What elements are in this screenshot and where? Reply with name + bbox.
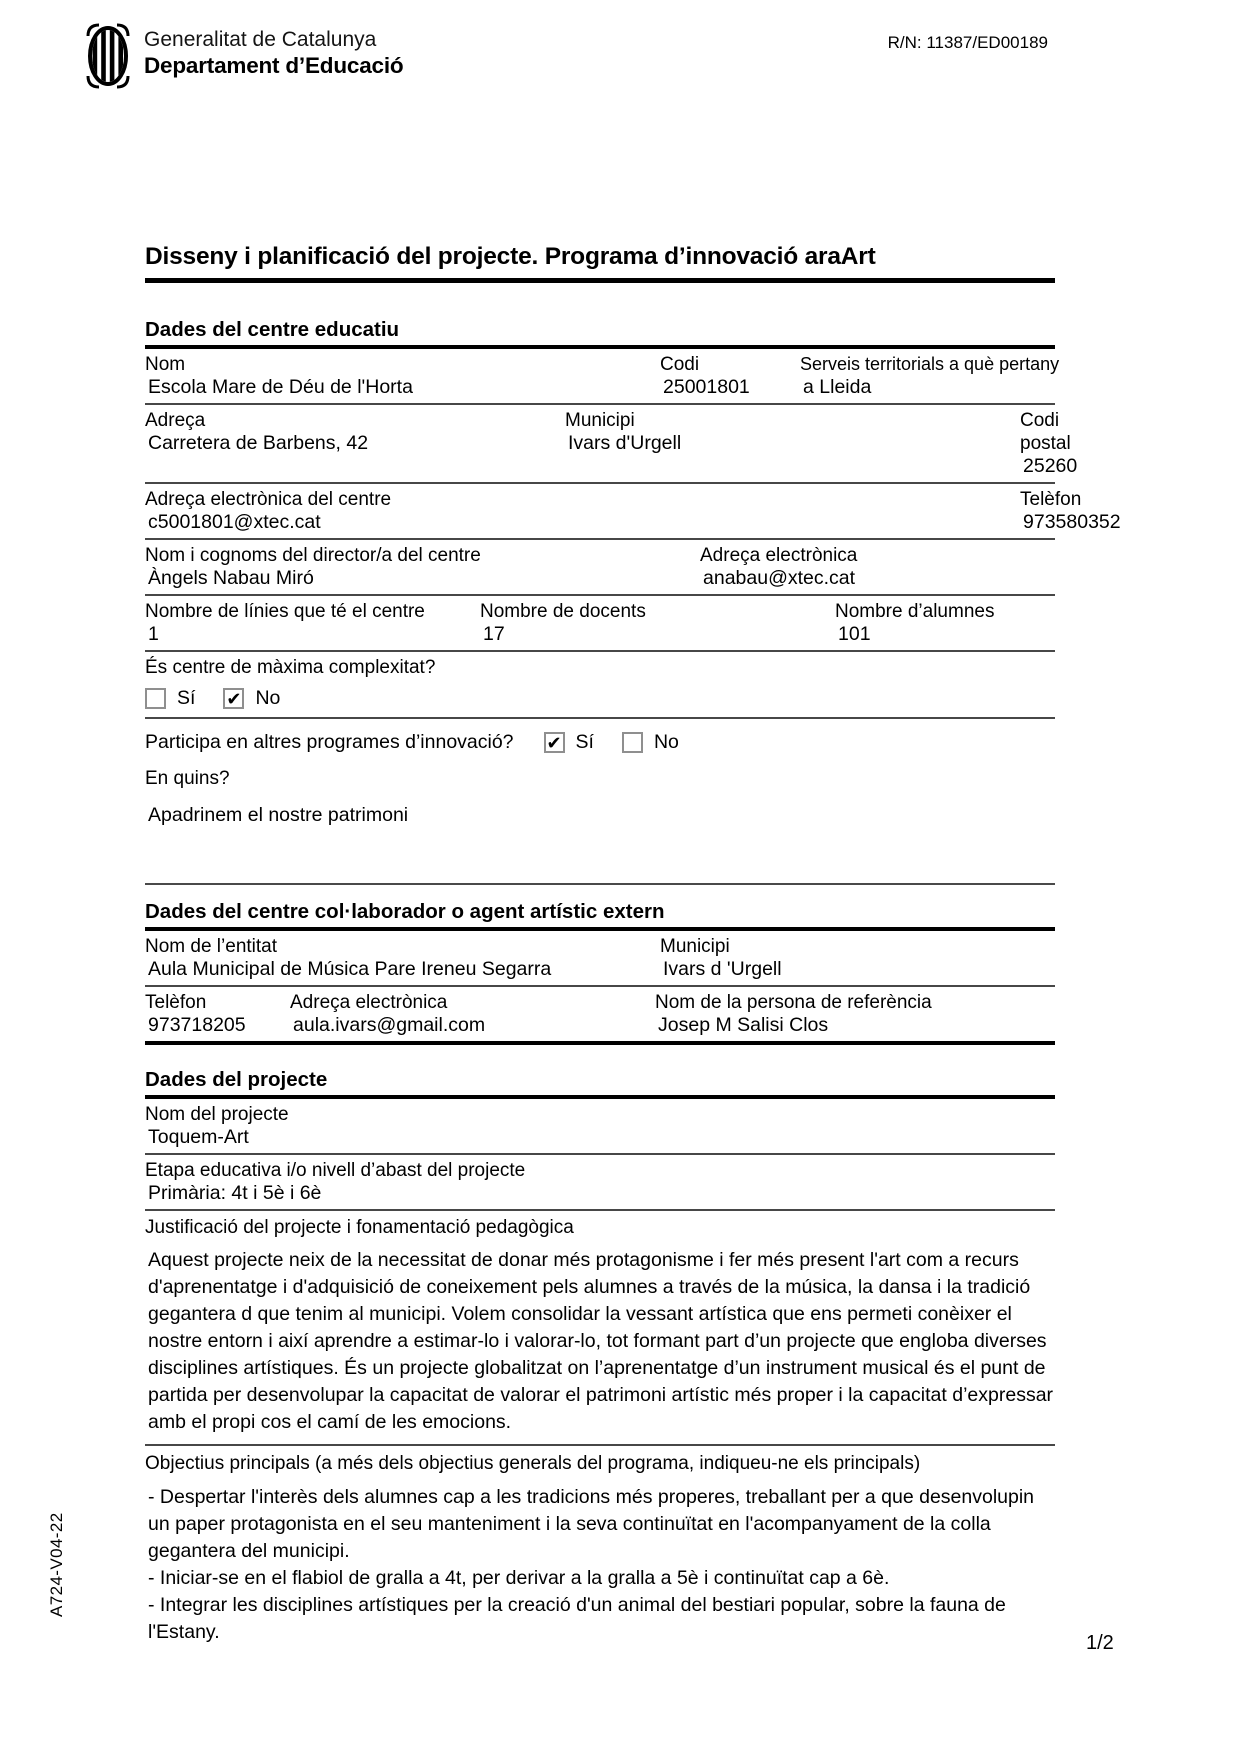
centre-adreca-label: Adreça	[145, 410, 206, 431]
objectiu-item[interactable]: - Despertar l'interès dels alumnes cap a les tradicions més properes, treballant per a que desenvolupin un paper protagonista en el seu manteniment i la seva continuïtat en l'acompanyament de la colla gegantera del municipi.	[148, 1486, 1035, 1562]
alumnes-label: Nombre d’alumnes	[835, 601, 995, 622]
page-title: Disseny i planificació del projecte. Programa d’innovació araArt	[145, 243, 1055, 283]
participa-options	[544, 731, 679, 754]
centre-telefon-value[interactable]: 973580352	[1023, 511, 1121, 533]
centre-municipi-label: Municipi	[565, 410, 635, 431]
centre-telefon-label: Telèfon	[1020, 489, 1082, 510]
linies-value[interactable]: 1	[148, 623, 159, 645]
director-nom-value[interactable]: Àngels Nabau Miró	[148, 567, 314, 589]
row-director	[145, 540, 1055, 596]
centre-municipi-value[interactable]: Ivars d'Urgell	[568, 432, 682, 454]
complexitat-option-no	[223, 687, 280, 710]
participa-option-no	[622, 731, 679, 754]
colaborador-email-value[interactable]: aula.ivars@gmail.com	[293, 1014, 486, 1036]
form-code: A724-V04-22	[47, 1512, 66, 1617]
director-email-value[interactable]: anabau@xtec.cat	[703, 567, 856, 589]
centre-codi-postal-label: Codi postal	[1020, 410, 1071, 454]
docents-value[interactable]: 17	[483, 623, 505, 645]
justificacio-text[interactable]: Aquest projecte neix de la necessitat de donar més protagonisme i fer més present l'art com a recurs d'aprenentatge i d'adquisició de coneixement pels alumnes a través de la música, la dansa i la tradició gegantera d que tenim al municipi. Volem consolidar la vessant artística que ens permeti conèixer el nostre entorn i així aprendre a estimar-lo i valorar-lo, tot formant part d’un projecte que engloba diverses disciplines artístiques. És un projecte globalitzat on l’aprenentatge d’un instrument musical és el punt de partida per desenvolupar la capacitat de valorar el patrimoni artístic més proper i la capacitat d’expressar amb el propi cos el camí de les emocions.	[148, 1249, 1054, 1433]
org-text	[144, 22, 403, 79]
objectius-list	[145, 1484, 1055, 1646]
projecte-nom-label: Nom del projecte	[145, 1104, 289, 1125]
en-quins-label: En quins?	[145, 768, 230, 789]
centre-serveis-label: Serveis territorials a què pertany	[800, 354, 1060, 374]
en-quins-value[interactable]: Apadrinem el nostre patrimoni	[148, 804, 409, 826]
section-centre-heading: Dades del centre educatiu	[145, 317, 1055, 349]
header-brand	[85, 22, 403, 95]
row-adreca-municipi-cp	[145, 405, 1078, 484]
complexitat-option-si	[145, 687, 195, 710]
row-entitat-municipi	[145, 931, 1055, 987]
centre-codi-postal-value[interactable]: 25260	[1023, 455, 1078, 477]
participa-option-si	[544, 731, 594, 754]
section-centre-educatiu	[145, 317, 1121, 827]
director-email-label: Adreça electrònica	[700, 545, 858, 566]
objectiu-item[interactable]: - Integrar les disciplines artístiques per la creació d'un animal del bestiari popular, sobre la fauna de l'Estany.	[148, 1594, 1006, 1643]
complexitat-no-label: No	[255, 687, 281, 709]
section-projecte-heading: Dades del projecte	[145, 1067, 1055, 1099]
centre-serveis-value[interactable]: a Lleida	[803, 376, 872, 398]
section-colaborador	[145, 899, 1055, 1045]
colaborador-email-label: Adreça electrònica	[290, 992, 448, 1013]
complexitat-question: És centre de màxima complexitat?	[145, 657, 436, 678]
docents-label: Nombre de docents	[480, 601, 646, 622]
row-nom-projecte	[145, 1099, 1055, 1155]
generalitat-senyera-icon	[85, 22, 131, 95]
referencia-label: Nom de la persona de referència	[655, 992, 932, 1013]
director-nom-label: Nom i cognoms del director/a del centre	[145, 545, 481, 566]
linies-label: Nombre de línies que té el centre	[145, 601, 425, 622]
complexitat-question-block	[145, 652, 1055, 719]
participa-si-label: Sí	[575, 731, 594, 753]
centre-email-label: Adreça electrònica del centre	[145, 489, 392, 510]
etapa-label: Etapa educativa i/o nivell d’abast del projecte	[145, 1160, 526, 1181]
centre-nom-value[interactable]: Escola Mare de Déu de l'Horta	[148, 376, 413, 398]
complexitat-si-label: Sí	[177, 687, 196, 709]
section-divider	[145, 883, 1055, 885]
row-email-telefon	[145, 484, 1121, 540]
row-telefon-email-referencia	[145, 987, 1055, 1045]
entitat-label: Nom de l’entitat	[145, 936, 278, 957]
participa-si-checkbox[interactable]: ✔	[544, 732, 565, 753]
page-number: 1/2	[1086, 1632, 1114, 1654]
section-colaborador-heading: Dades del centre col·laborador o agent artístic extern	[145, 899, 1055, 931]
centre-codi-label: Codi	[660, 354, 700, 375]
centre-codi-value[interactable]: 25001801	[663, 376, 750, 398]
row-nombres	[145, 596, 1055, 652]
etapa-value[interactable]: Primària: 4t i 5è i 6è	[148, 1182, 322, 1204]
participa-no-label: No	[653, 731, 679, 753]
centre-adreca-value[interactable]: Carretera de Barbens, 42	[148, 432, 369, 454]
objectiu-item[interactable]: - Iniciar-se en el flabiol de gralla a 4t, per derivar a la gralla a 5è i continuïtat cap a 6è.	[148, 1567, 890, 1589]
participa-question: Participa en altres programes d’innovació?	[145, 731, 514, 753]
colaborador-municipi-label: Municipi	[660, 936, 730, 957]
org-name: Generalitat de Catalunya	[144, 28, 377, 51]
referencia-value[interactable]: Josep M Salisi Clos	[658, 1014, 829, 1036]
colaborador-municipi-value[interactable]: Ivars d 'Urgell	[663, 958, 782, 980]
complexitat-si-checkbox[interactable]	[145, 688, 166, 709]
org-department: Departament d’Educació	[144, 53, 404, 78]
colaborador-telefon-label: Telèfon	[145, 992, 207, 1013]
alumnes-value[interactable]: 101	[838, 623, 871, 645]
projecte-nom-value[interactable]: Toquem-Art	[148, 1126, 249, 1148]
objectius-label: Objectius principals (a més dels objectius generals del programa, indiqueu-ne els principals)	[145, 1453, 921, 1474]
row-nom-codi-serveis	[145, 349, 1060, 405]
complexitat-options	[145, 687, 1055, 710]
centre-email-value[interactable]: c5001801@xtec.cat	[148, 511, 321, 533]
row-etapa	[145, 1155, 1055, 1211]
justificacio-label: Justificació del projecte i fonamentació pedagògica	[145, 1217, 574, 1238]
participa-question-block	[145, 719, 1055, 754]
participa-no-checkbox[interactable]	[622, 732, 643, 753]
colaborador-telefon-value[interactable]: 973718205	[148, 1014, 246, 1036]
section-projecte	[145, 1067, 1055, 1646]
centre-nom-label: Nom	[145, 354, 186, 375]
complexitat-no-checkbox[interactable]: ✔	[223, 688, 244, 709]
entitat-value[interactable]: Aula Municipal de Música Pare Ireneu Segarra	[148, 958, 552, 980]
reference-number: R/N: 11387/ED00189	[887, 33, 1048, 52]
